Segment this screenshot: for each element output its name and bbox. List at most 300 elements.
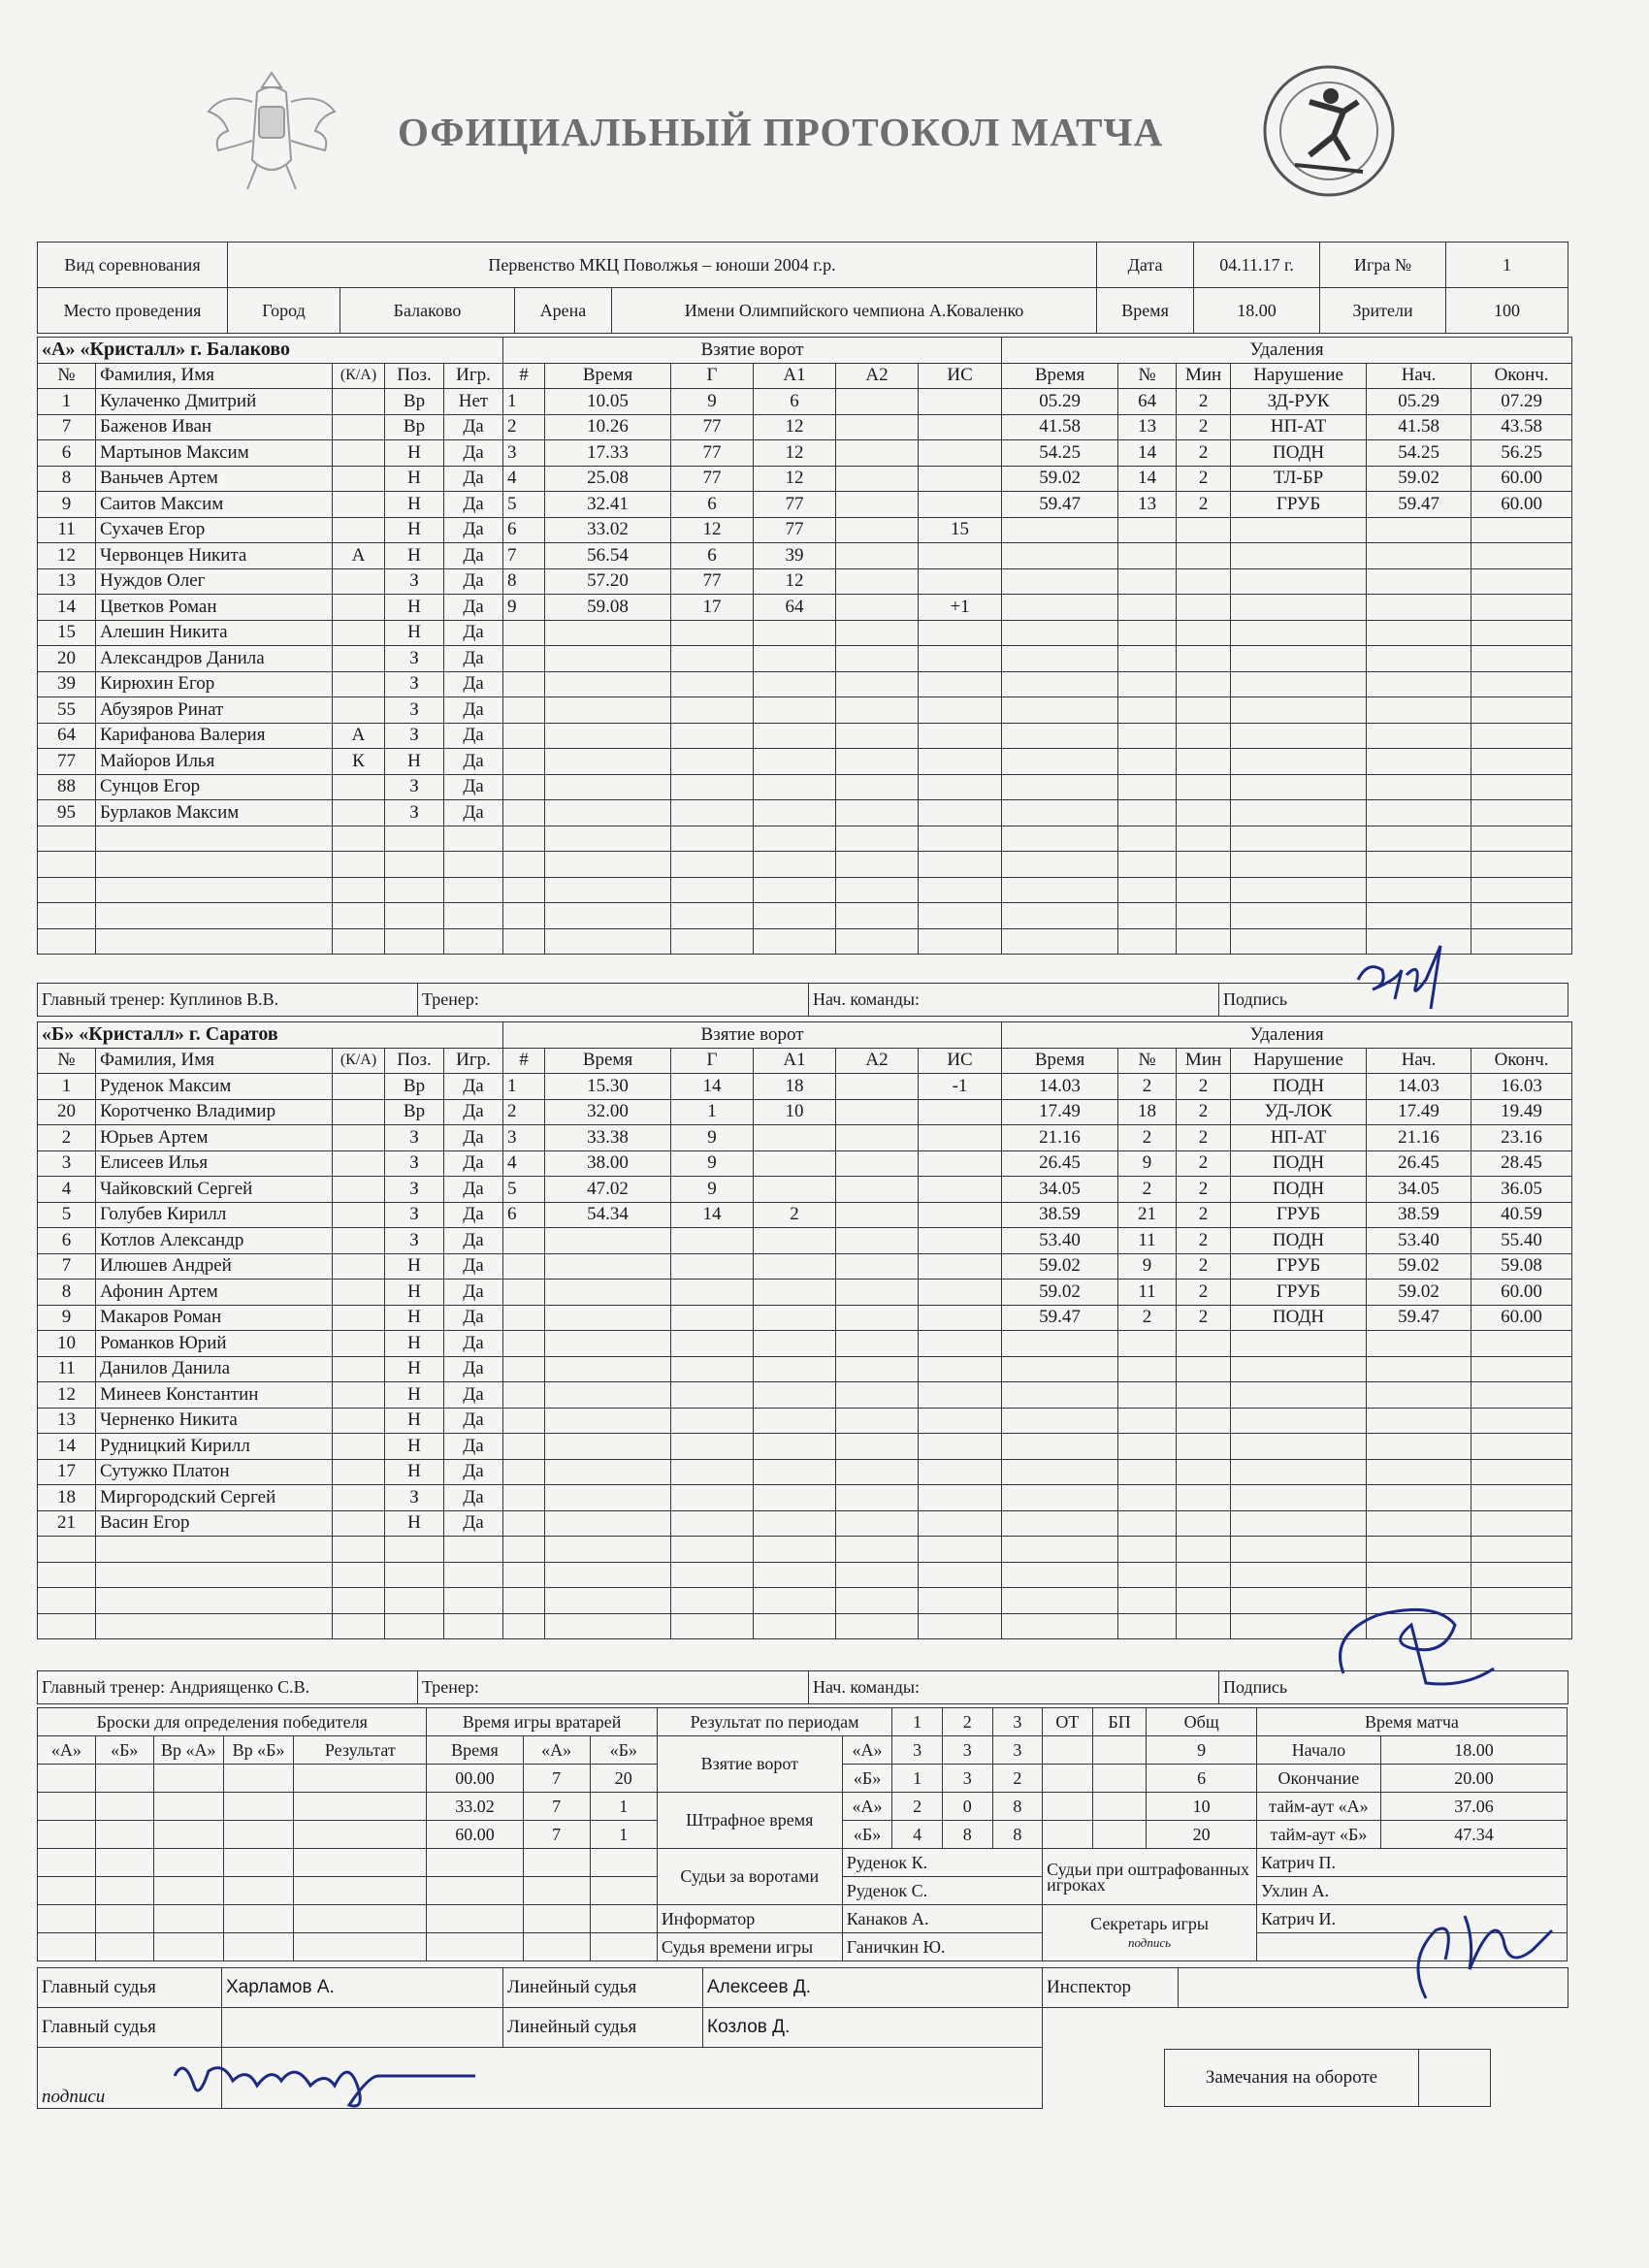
penalty-start <box>1367 826 1471 852</box>
penalty-end: 55.40 <box>1471 1228 1572 1254</box>
player-position: Вр <box>385 389 444 415</box>
goal-judge-2: Руденок С. <box>842 1877 1042 1905</box>
penalty-player <box>1118 1434 1177 1460</box>
player-name: Мартынов Максим <box>96 440 333 467</box>
penalty-minutes <box>1177 1485 1231 1511</box>
penalty-end <box>1471 1510 1572 1537</box>
goal-assist-1 <box>754 852 836 878</box>
goal-scorer: 12 <box>671 517 754 543</box>
penalty-end <box>1471 1382 1572 1409</box>
penalty-time <box>1002 620 1118 646</box>
player-position: З <box>385 1150 444 1177</box>
linesman-label-1: Линейный судья <box>503 1968 703 2008</box>
shootout-label: Броски для определения победителя <box>38 1708 427 1736</box>
teamA-row <box>38 568 1572 595</box>
teamA-col-a1: А1 <box>754 363 836 389</box>
player-played: Да <box>444 1331 503 1357</box>
gk-row-2-time: 33.02 <box>427 1793 523 1821</box>
penalty-time <box>1002 517 1118 543</box>
team-b-coach-label: Главный тренер: <box>42 1677 166 1697</box>
goal-time: 56.54 <box>545 543 671 569</box>
player-played: Да <box>444 1074 503 1100</box>
goal-scorer <box>671 774 754 800</box>
player-number: 64 <box>38 723 96 749</box>
goal-assist-2 <box>836 1588 919 1614</box>
player-position <box>385 1562 444 1588</box>
goal-assist-2 <box>836 1228 919 1254</box>
player-role <box>333 1588 385 1614</box>
penalty-end: 16.03 <box>1471 1074 1572 1100</box>
timeout-b-value: 47.34 <box>1380 1821 1567 1849</box>
head-referee-label-2: Главный судья <box>38 2008 222 2048</box>
penalty-start: 05.29 <box>1367 389 1471 415</box>
team-b-trainer-label: Тренер: <box>418 1671 809 1704</box>
player-played: Да <box>444 1150 503 1177</box>
end-label: Окончание <box>1256 1765 1380 1793</box>
player-name <box>96 1588 333 1614</box>
penalty-start <box>1367 749 1471 775</box>
goal-time <box>545 852 671 878</box>
penalty-minutes <box>1177 723 1231 749</box>
goal-scorer <box>671 1356 754 1382</box>
goal-assist-2 <box>836 1537 919 1563</box>
goal-scorer: 77 <box>671 466 754 492</box>
match-time-label: Время матча <box>1256 1708 1567 1736</box>
goal-number <box>503 877 545 903</box>
teamA-row <box>38 697 1572 724</box>
penalty-player <box>1118 517 1177 543</box>
goal-time: 15.30 <box>545 1074 671 1100</box>
goal-scorer <box>671 1510 754 1537</box>
player-role <box>333 492 385 518</box>
penalty-time: 59.47 <box>1002 492 1118 518</box>
team-a-trainer-label: Тренер: <box>418 984 809 1017</box>
penalty-violation: УД-ЛОК <box>1231 1099 1367 1125</box>
inspector-label: Инспектор <box>1043 1968 1179 2008</box>
goal-scorer <box>671 928 754 955</box>
goal-time <box>545 1356 671 1382</box>
penalty-time <box>1002 903 1118 929</box>
goal-strength <box>919 697 1002 724</box>
penalty-time <box>1002 877 1118 903</box>
player-played: Да <box>444 543 503 569</box>
goal-time: 47.02 <box>545 1177 671 1203</box>
penalty-start: 59.47 <box>1367 492 1471 518</box>
teamA-row <box>38 440 1572 467</box>
goal-strength <box>919 1356 1002 1382</box>
penalty-violation <box>1231 774 1367 800</box>
time-value: 18.00 <box>1194 288 1320 334</box>
goal-number <box>503 800 545 826</box>
penalty-end <box>1471 1485 1572 1511</box>
player-number <box>38 852 96 878</box>
penalty-violation: НП-АТ <box>1231 414 1367 440</box>
player-number: 10 <box>38 1331 96 1357</box>
player-name <box>96 928 333 955</box>
gk-row-1-b: 20 <box>590 1765 657 1793</box>
penalty-violation <box>1231 671 1367 697</box>
pim-b-total: 20 <box>1147 1821 1257 1849</box>
penalty-violation <box>1231 723 1367 749</box>
goal-time <box>545 1562 671 1588</box>
goal-scorer: 77 <box>671 440 754 467</box>
player-played <box>444 903 503 929</box>
player-name <box>96 1537 333 1563</box>
penalty-time: 05.29 <box>1002 389 1118 415</box>
teamA-row <box>38 466 1572 492</box>
player-name: Котлов Александр <box>96 1228 333 1254</box>
goal-assist-2 <box>836 1202 919 1228</box>
goal-number <box>503 749 545 775</box>
player-role <box>333 466 385 492</box>
goal-assist-1 <box>754 1408 836 1434</box>
teamB-row <box>38 1202 1572 1228</box>
teamA-row <box>38 723 1572 749</box>
penalty-player <box>1118 1459 1177 1485</box>
penalty-minutes: 2 <box>1177 440 1231 467</box>
penbox-judges-label: Судьи при оштрафованных игроках <box>1043 1849 1257 1905</box>
goal-assist-2 <box>836 1382 919 1409</box>
penalty-minutes <box>1177 1588 1231 1614</box>
penalty-violation: ПОДН <box>1231 440 1367 467</box>
goal-scorer <box>671 1305 754 1331</box>
penalty-start <box>1367 877 1471 903</box>
goal-strength <box>919 1253 1002 1280</box>
goal-strength <box>919 1434 1002 1460</box>
player-number: 13 <box>38 1408 96 1434</box>
pim-a-p1: 2 <box>892 1793 943 1821</box>
player-name: Рудницкий Кирилл <box>96 1434 333 1460</box>
player-number <box>38 1562 96 1588</box>
player-position: Н <box>385 1305 444 1331</box>
penalty-minutes: 2 <box>1177 1125 1231 1151</box>
goal-strength <box>919 1613 1002 1639</box>
goal-time: 33.38 <box>545 1125 671 1151</box>
penalty-violation <box>1231 800 1367 826</box>
goal-scorer: 9 <box>671 1125 754 1151</box>
goal-time <box>545 620 671 646</box>
player-name: Кирюхин Егор <box>96 671 333 697</box>
player-role <box>333 1537 385 1563</box>
goal-assist-2 <box>836 928 919 955</box>
goals-a-so <box>1092 1736 1147 1765</box>
penalty-time: 59.02 <box>1002 1280 1118 1306</box>
penalty-violation <box>1231 1459 1367 1485</box>
gk-row-3-time: 60.00 <box>427 1821 523 1849</box>
gk-row-3-b: 1 <box>590 1821 657 1849</box>
player-name: Данилов Данила <box>96 1356 333 1382</box>
goal-time: 32.41 <box>545 492 671 518</box>
goal-scorer <box>671 800 754 826</box>
so-col-a: «А» <box>38 1736 96 1765</box>
teamA-col-name: Фамилия, Имя <box>96 363 333 389</box>
teamB-row <box>38 1253 1572 1280</box>
goal-number <box>503 620 545 646</box>
player-position: Н <box>385 620 444 646</box>
penalty-minutes <box>1177 595 1231 621</box>
penalty-start: 14.03 <box>1367 1074 1471 1100</box>
player-position: З <box>385 800 444 826</box>
goal-time <box>545 774 671 800</box>
venue-label: Место проведения <box>38 288 228 334</box>
penalty-time <box>1002 1588 1118 1614</box>
penalty-start <box>1367 1356 1471 1382</box>
goal-time <box>545 697 671 724</box>
player-number: 20 <box>38 646 96 672</box>
player-name: Романков Юрий <box>96 1331 333 1357</box>
player-played: Да <box>444 595 503 621</box>
player-played: Да <box>444 1485 503 1511</box>
team-a-penalties-header: Удаления <box>1002 338 1572 364</box>
penalty-violation <box>1231 928 1367 955</box>
goal-assist-1 <box>754 1510 836 1537</box>
player-name: Голубев Кирилл <box>96 1202 333 1228</box>
teamB-col-g: Г <box>671 1048 754 1074</box>
pim-a-label: «А» <box>842 1793 892 1821</box>
penalty-violation <box>1231 1434 1367 1460</box>
goal-assist-2 <box>836 389 919 415</box>
team-a-coach-label: Главный тренер: <box>42 989 166 1009</box>
player-number: 11 <box>38 517 96 543</box>
player-played <box>444 877 503 903</box>
player-position: Н <box>385 1408 444 1434</box>
goal-assist-2 <box>836 1459 919 1485</box>
teamB-row <box>38 1408 1572 1434</box>
teamB-col-ptime: Время <box>1002 1048 1118 1074</box>
player-role <box>333 903 385 929</box>
goal-assist-1 <box>754 1562 836 1588</box>
penalty-minutes <box>1177 1408 1231 1434</box>
teamB-row <box>38 1459 1572 1485</box>
goal-assist-2 <box>836 1125 919 1151</box>
penalty-start <box>1367 646 1471 672</box>
penalty-minutes <box>1177 1459 1231 1485</box>
start-value: 18.00 <box>1380 1736 1567 1765</box>
penalty-player <box>1118 595 1177 621</box>
player-position: З <box>385 723 444 749</box>
penalty-start <box>1367 1510 1471 1537</box>
goals-b-total: 6 <box>1147 1765 1257 1793</box>
player-role <box>333 1613 385 1639</box>
goals-a-p1: 3 <box>892 1736 943 1765</box>
player-name: Алешин Никита <box>96 620 333 646</box>
teamA-col-a2: А2 <box>836 363 919 389</box>
penalty-violation: ПОДН <box>1231 1074 1367 1100</box>
penalty-time <box>1002 1485 1118 1511</box>
goal-number <box>503 1485 545 1511</box>
goal-assist-2 <box>836 1331 919 1357</box>
spectators-value: 100 <box>1446 288 1568 334</box>
player-played: Да <box>444 492 503 518</box>
goal-strength <box>919 1228 1002 1254</box>
goal-strength <box>919 852 1002 878</box>
so-col-gk-a: Вр «А» <box>153 1736 223 1765</box>
pim-row-label: Штрафное время <box>657 1793 842 1849</box>
penalty-start <box>1367 620 1471 646</box>
goals-a-total: 9 <box>1147 1736 1257 1765</box>
pim-b-label: «Б» <box>842 1821 892 1849</box>
penalty-start <box>1367 595 1471 621</box>
penalty-end <box>1471 1434 1572 1460</box>
penalty-player <box>1118 1537 1177 1563</box>
goal-assist-1 <box>754 671 836 697</box>
penalty-violation: ПОДН <box>1231 1228 1367 1254</box>
goal-strength <box>919 414 1002 440</box>
penalty-player <box>1118 1510 1177 1537</box>
informer-value: Канаков А. <box>842 1905 1042 1933</box>
goal-assist-1: 10 <box>754 1099 836 1125</box>
penalty-start <box>1367 723 1471 749</box>
goal-time <box>545 1408 671 1434</box>
penalty-minutes <box>1177 1434 1231 1460</box>
so-col-b: «Б» <box>95 1736 153 1765</box>
goal-assist-1: 39 <box>754 543 836 569</box>
team-a-title: «А» «Кристалл» г. Балаково <box>38 338 503 364</box>
goal-time <box>545 826 671 852</box>
goal-strength <box>919 646 1002 672</box>
player-name: Сутужко Платон <box>96 1459 333 1485</box>
goal-number <box>503 1228 545 1254</box>
player-played: Да <box>444 646 503 672</box>
goal-assist-1: 12 <box>754 440 836 467</box>
goal-number: 2 <box>503 414 545 440</box>
player-role <box>333 1408 385 1434</box>
goal-number <box>503 697 545 724</box>
player-position: Н <box>385 440 444 467</box>
player-role <box>333 1356 385 1382</box>
teamA-row <box>38 414 1572 440</box>
player-position <box>385 903 444 929</box>
penalty-start <box>1367 1382 1471 1409</box>
player-name <box>96 852 333 878</box>
penalty-end <box>1471 595 1572 621</box>
team-b-sign-label: Подпись <box>1219 1671 1568 1704</box>
goal-number: 8 <box>503 568 545 595</box>
goal-time <box>545 1510 671 1537</box>
penalty-minutes: 2 <box>1177 1305 1231 1331</box>
penalty-start <box>1367 800 1471 826</box>
player-played: Да <box>444 1434 503 1460</box>
penalty-time <box>1002 543 1118 569</box>
teamA-col-pnum: № <box>1118 363 1177 389</box>
penalty-start <box>1367 1408 1471 1434</box>
penalty-start <box>1367 568 1471 595</box>
penalty-start: 59.47 <box>1367 1305 1471 1331</box>
goal-assist-1 <box>754 1150 836 1177</box>
linesman-1-value: Алексеев Д. <box>703 1968 1043 2008</box>
goal-number <box>503 1305 545 1331</box>
player-name: Миргородский Сергей <box>96 1485 333 1511</box>
goal-number <box>503 1459 545 1485</box>
goal-assist-2 <box>836 1177 919 1203</box>
penalty-start: 53.40 <box>1367 1228 1471 1254</box>
penalty-end <box>1471 800 1572 826</box>
goal-number: 1 <box>503 389 545 415</box>
player-name: Юрьев Артем <box>96 1125 333 1151</box>
team-a-signature-icon <box>1348 941 1455 1019</box>
goal-number <box>503 826 545 852</box>
goal-time <box>545 671 671 697</box>
penalty-minutes <box>1177 697 1231 724</box>
goal-time <box>545 800 671 826</box>
gk-row-3-a: 7 <box>523 1821 590 1849</box>
player-role <box>333 1280 385 1306</box>
goal-number <box>503 903 545 929</box>
pim-a-so <box>1092 1793 1147 1821</box>
player-role <box>333 646 385 672</box>
goal-scorer <box>671 826 754 852</box>
penalty-player: 2 <box>1118 1125 1177 1151</box>
player-played: Да <box>444 1177 503 1203</box>
teamB-col-pviol: Нарушение <box>1231 1048 1367 1074</box>
player-role <box>333 1562 385 1588</box>
goal-time: 54.34 <box>545 1202 671 1228</box>
player-played: Да <box>444 568 503 595</box>
teamB-row <box>38 1228 1572 1254</box>
penalty-start <box>1367 1485 1471 1511</box>
goals-b-p2: 3 <box>942 1765 992 1793</box>
penalty-start <box>1367 1331 1471 1357</box>
goal-assist-2 <box>836 1434 919 1460</box>
period-so-header: БП <box>1092 1708 1147 1736</box>
player-position: З <box>385 1177 444 1203</box>
date-label: Дата <box>1097 243 1194 288</box>
start-label: Начало <box>1256 1736 1380 1765</box>
penalty-end <box>1471 1459 1572 1485</box>
goal-scorer <box>671 697 754 724</box>
player-role <box>333 826 385 852</box>
penalty-violation: ТЛ-БР <box>1231 466 1367 492</box>
head-referee-1-value: Харламов А. <box>222 1968 503 2008</box>
goal-assist-1 <box>754 1588 836 1614</box>
goal-strength: 15 <box>919 517 1002 543</box>
player-position <box>385 826 444 852</box>
penalty-time <box>1002 1408 1118 1434</box>
penalty-violation <box>1231 1356 1367 1382</box>
player-played: Да <box>444 800 503 826</box>
game-number-label: Игра № <box>1320 243 1446 288</box>
goal-assist-1 <box>754 1177 836 1203</box>
arena-value: Имени Олимпийского чемпиона А.Коваленко <box>612 288 1097 334</box>
penalty-minutes <box>1177 928 1231 955</box>
goal-assist-2 <box>836 595 919 621</box>
goal-scorer <box>671 1562 754 1588</box>
penalty-start <box>1367 1434 1471 1460</box>
teamB-col-play: Игр. <box>444 1048 503 1074</box>
teamA-row <box>38 826 1572 852</box>
penalty-minutes: 2 <box>1177 466 1231 492</box>
penalty-minutes: 2 <box>1177 492 1231 518</box>
penalty-violation: ГРУБ <box>1231 1253 1367 1280</box>
player-role <box>333 568 385 595</box>
pim-a-p3: 8 <box>992 1793 1043 1821</box>
player-role <box>333 1099 385 1125</box>
player-played: Да <box>444 517 503 543</box>
goal-number <box>503 852 545 878</box>
penalty-time: 14.03 <box>1002 1074 1118 1100</box>
pim-b-so <box>1092 1821 1147 1849</box>
player-position: З <box>385 1228 444 1254</box>
goal-number <box>503 1408 545 1434</box>
player-role <box>333 1510 385 1537</box>
player-position: Вр <box>385 414 444 440</box>
teamA-row <box>38 620 1572 646</box>
penalty-violation: НП-АТ <box>1231 1125 1367 1151</box>
player-number: 8 <box>38 466 96 492</box>
teamA-col-num: № <box>38 363 96 389</box>
penalty-time: 41.58 <box>1002 414 1118 440</box>
penalty-start <box>1367 1537 1471 1563</box>
